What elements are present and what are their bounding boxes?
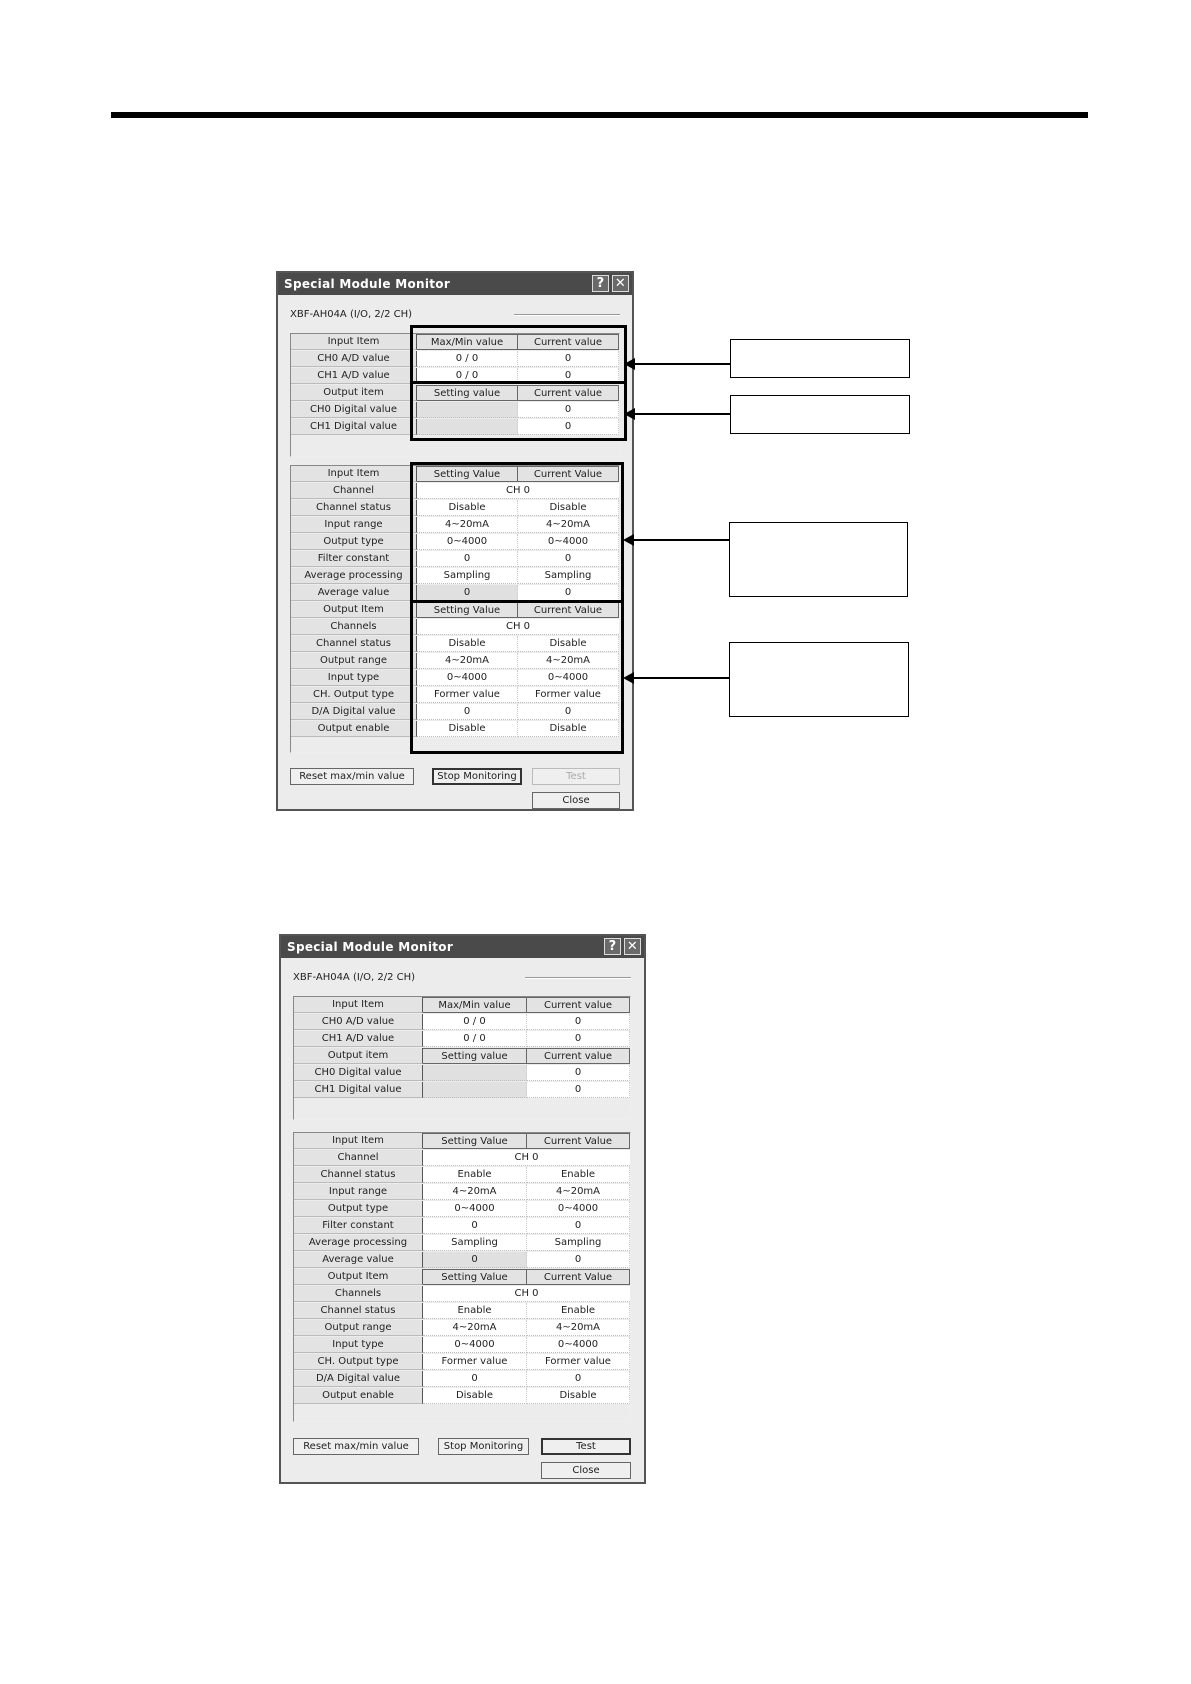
current-value-cell: 0 [527, 1218, 630, 1234]
callout-arrow-3 [631, 539, 729, 541]
row-label: Input range [294, 1184, 423, 1200]
column-header: Current value [527, 1048, 630, 1064]
callout-box-2 [730, 395, 910, 434]
row-label: Input Item [294, 1133, 423, 1149]
table-row [294, 1218, 630, 1235]
module-separator [514, 314, 620, 316]
row-label: Channels [291, 619, 417, 635]
dialog-titlebar [278, 273, 632, 295]
column-header: Max/Min value [423, 997, 527, 1013]
row-label: Output Item [294, 1269, 423, 1285]
current-value-cell: 0 [518, 585, 619, 601]
callout-box-1 [730, 339, 910, 378]
setting-value-cell[interactable]: 4~20mA [417, 517, 518, 533]
setting-value-cell[interactable]: Disable [417, 721, 518, 737]
current-value-cell: 0 [527, 1252, 630, 1268]
setting-value-cell[interactable]: Sampling [423, 1235, 527, 1251]
column-header: Current Value [518, 602, 619, 618]
setting-value-cell[interactable] [423, 1082, 527, 1098]
table-row [294, 1252, 630, 1269]
arrow-head-icon [623, 534, 634, 546]
module-label: XBF-AH04A (I/O, 2/2 CH) [293, 972, 416, 983]
setting-value-cell[interactable]: Sampling [417, 568, 518, 584]
row-label: Filter constant [294, 1218, 423, 1234]
setting-value-cell[interactable]: Former value [423, 1354, 527, 1370]
row-label: CH. Output type [291, 687, 417, 703]
highlight-box-input-settings [410, 462, 624, 603]
current-value-cell: 0~4000 [527, 1337, 630, 1353]
setting-value-cell[interactable]: Disable [423, 1388, 527, 1404]
row-label: Channel status [294, 1167, 423, 1183]
table-row [294, 1167, 630, 1184]
row-label: D/A Digital value [291, 704, 417, 720]
setting-value-cell[interactable]: 4~20mA [423, 1184, 527, 1200]
table-header-row [294, 1269, 630, 1286]
current-value-cell: 0 [518, 551, 619, 567]
highlight-box-input-values [410, 325, 627, 384]
row-label: CH1 A/D value [291, 368, 417, 384]
column-header: Current Value [518, 466, 619, 482]
current-value-cell: 0 [527, 1082, 630, 1098]
current-value-cell: 0 [527, 1014, 630, 1030]
setting-value-cell[interactable]: 0 / 0 [423, 1031, 527, 1047]
current-value-cell: 0 [527, 1371, 630, 1387]
channel-settings-grid [293, 1132, 631, 1422]
table-row [294, 1354, 630, 1371]
current-value-cell: 0 [527, 1065, 630, 1081]
column-header: Setting Value [423, 1269, 527, 1285]
row-label: Output type [291, 534, 417, 550]
current-value-cell: Former value [518, 687, 619, 703]
module-separator [525, 977, 631, 979]
setting-value-cell[interactable]: 0 / 0 [417, 351, 518, 367]
row-label: Input range [291, 517, 417, 533]
column-header: Max/Min value [417, 334, 518, 350]
table-row [294, 1082, 630, 1099]
current-value-cell: Disable [518, 721, 619, 737]
row-label: CH1 Digital value [294, 1082, 423, 1098]
channel-value: CH 0 [423, 1286, 630, 1302]
io-summary-grid [293, 996, 631, 1120]
close-button[interactable]: Close [532, 792, 620, 809]
current-value-cell: 0~4000 [527, 1201, 630, 1217]
current-value-cell: 0 [518, 351, 619, 367]
close-icon[interactable]: ✕ [624, 938, 641, 955]
page-top-rule [111, 112, 1088, 118]
table-row [294, 1303, 630, 1320]
close-icon[interactable]: ✕ [612, 275, 629, 292]
highlight-box-output-values [410, 381, 627, 441]
table-row [294, 1371, 630, 1388]
callout-box-4 [729, 642, 909, 717]
row-label: Average value [291, 585, 417, 601]
setting-value-cell[interactable]: 0~4000 [417, 534, 518, 550]
column-header: Setting Value [423, 1133, 527, 1149]
current-value-cell: 0 [518, 402, 619, 418]
current-value-cell: Former value [527, 1354, 630, 1370]
row-label: Input type [294, 1337, 423, 1353]
row-label: Channel [294, 1150, 423, 1166]
row-label: Channel status [291, 636, 417, 652]
callout-arrow-1 [632, 363, 730, 365]
row-label: CH1 A/D value [294, 1031, 423, 1047]
row-label: Average processing [291, 568, 417, 584]
setting-value-cell[interactable]: 0 [417, 585, 518, 601]
row-label: Output type [294, 1201, 423, 1217]
setting-value-cell[interactable]: 0~4000 [417, 670, 518, 686]
current-value-cell: 0 [518, 704, 619, 720]
column-header: Setting Value [417, 466, 518, 482]
table-row [294, 1031, 630, 1048]
column-header: Current value [527, 997, 630, 1013]
callout-arrow-4 [631, 677, 729, 679]
table-header-row [294, 997, 630, 1014]
setting-value-cell[interactable]: 0~4000 [423, 1201, 527, 1217]
row-label: CH0 A/D value [294, 1014, 423, 1030]
stop-monitoring-button[interactable]: Stop Monitoring [438, 1438, 529, 1455]
reset-max-min-button[interactable]: Reset max/min value [290, 768, 414, 785]
row-label: Output item [294, 1048, 423, 1064]
callout-arrow-2 [632, 413, 730, 415]
setting-value-cell[interactable]: 4~20mA [423, 1320, 527, 1336]
stop-monitoring-button[interactable]: Stop Monitoring [432, 768, 522, 785]
current-value-cell: 0 [518, 419, 619, 435]
setting-value-cell[interactable]: Enable [423, 1167, 527, 1183]
column-header: Current value [518, 334, 619, 350]
column-header: Current Value [527, 1133, 630, 1149]
test-button[interactable]: Test [541, 1438, 631, 1455]
reset-max-min-button[interactable]: Reset max/min value [293, 1438, 419, 1455]
row-label: Channel [291, 483, 417, 499]
table-row [294, 1337, 630, 1354]
row-label: Output enable [294, 1388, 423, 1404]
row-label: CH0 A/D value [291, 351, 417, 367]
current-value-cell: Enable [527, 1167, 630, 1183]
current-value-cell: Disable [527, 1388, 630, 1404]
row-label: CH1 Digital value [291, 419, 417, 435]
current-value-cell: 0~4000 [518, 534, 619, 550]
test-button[interactable]: Test [532, 768, 620, 785]
current-value-cell: 0 [527, 1031, 630, 1047]
current-value-cell: 0 [518, 368, 619, 384]
row-label: CH0 Digital value [291, 402, 417, 418]
table-row [294, 1150, 630, 1167]
arrow-head-icon [623, 672, 634, 684]
column-header: Setting Value [417, 602, 518, 618]
row-label: Output enable [291, 721, 417, 737]
help-icon[interactable]: ? [604, 938, 621, 955]
dialog-title: Special Module Monitor [284, 277, 451, 291]
row-label: Output item [291, 385, 417, 401]
row-label: Input Item [291, 334, 417, 350]
current-value-cell: Disable [518, 636, 619, 652]
table-row [294, 1320, 630, 1337]
row-label: Output Item [291, 602, 417, 618]
setting-value-cell[interactable]: Disable [417, 636, 518, 652]
table-header-row [294, 1048, 630, 1065]
row-label: Input Item [294, 997, 423, 1013]
current-value-cell: 4~20mA [518, 517, 619, 533]
row-label: Channels [294, 1286, 423, 1302]
table-row [294, 1184, 630, 1201]
dialog-titlebar [281, 936, 644, 958]
setting-value-cell[interactable]: 4~20mA [417, 653, 518, 669]
row-label: Average value [294, 1252, 423, 1268]
setting-value-cell[interactable]: 0 [423, 1371, 527, 1387]
setting-value-cell[interactable]: 0 [417, 704, 518, 720]
row-label: Input Item [291, 466, 417, 482]
setting-value-cell[interactable] [423, 1065, 527, 1081]
row-label: D/A Digital value [294, 1371, 423, 1387]
setting-value-cell[interactable]: Former value [417, 687, 518, 703]
table-row [294, 1065, 630, 1082]
table-row [294, 1388, 630, 1405]
arrow-head-icon [624, 358, 635, 370]
current-value-cell: Sampling [527, 1235, 630, 1251]
highlight-box-output-settings [410, 600, 624, 754]
row-label: Channel status [291, 500, 417, 516]
row-label: Output range [291, 653, 417, 669]
channel-value: CH 0 [417, 619, 619, 635]
current-value-cell: Sampling [518, 568, 619, 584]
setting-value-cell[interactable]: Disable [417, 500, 518, 516]
table-row [294, 1014, 630, 1031]
setting-value-cell[interactable]: 0 [423, 1218, 527, 1234]
callout-box-3 [729, 522, 908, 597]
current-value-cell: 4~20mA [518, 653, 619, 669]
column-header: Current Value [527, 1269, 630, 1285]
column-header: Setting value [417, 385, 518, 401]
arrow-head-icon [624, 408, 635, 420]
current-value-cell: 0~4000 [518, 670, 619, 686]
setting-value-cell[interactable]: 0 / 0 [423, 1014, 527, 1030]
setting-value-cell[interactable]: 0 [417, 551, 518, 567]
row-label: Channel status [294, 1303, 423, 1319]
current-value-cell: Disable [518, 500, 619, 516]
row-label: CH0 Digital value [294, 1065, 423, 1081]
row-label: Average processing [294, 1235, 423, 1251]
column-header: Setting value [423, 1048, 527, 1064]
close-button[interactable]: Close [541, 1462, 631, 1479]
module-label: XBF-AH04A (I/O, 2/2 CH) [290, 309, 413, 320]
row-label: CH. Output type [294, 1354, 423, 1370]
setting-value-cell[interactable]: 0 / 0 [417, 368, 518, 384]
setting-value-cell[interactable]: 0 [423, 1252, 527, 1268]
table-row [294, 1286, 630, 1303]
help-icon[interactable]: ? [592, 275, 609, 292]
table-header-row [294, 1133, 630, 1150]
setting-value-cell[interactable]: 0~4000 [423, 1337, 527, 1353]
row-label: Input type [291, 670, 417, 686]
current-value-cell: 4~20mA [527, 1184, 630, 1200]
channel-value: CH 0 [417, 483, 619, 499]
column-header: Current value [518, 385, 619, 401]
table-row [294, 1201, 630, 1218]
current-value-cell: 4~20mA [527, 1320, 630, 1336]
table-row [294, 1235, 630, 1252]
special-module-monitor-dialog-2 [279, 934, 646, 1484]
dialog-title: Special Module Monitor [287, 940, 454, 954]
current-value-cell: Enable [527, 1303, 630, 1319]
setting-value-cell[interactable]: Enable [423, 1303, 527, 1319]
row-label: Output range [294, 1320, 423, 1336]
channel-value: CH 0 [423, 1150, 630, 1166]
row-label: Filter constant [291, 551, 417, 567]
